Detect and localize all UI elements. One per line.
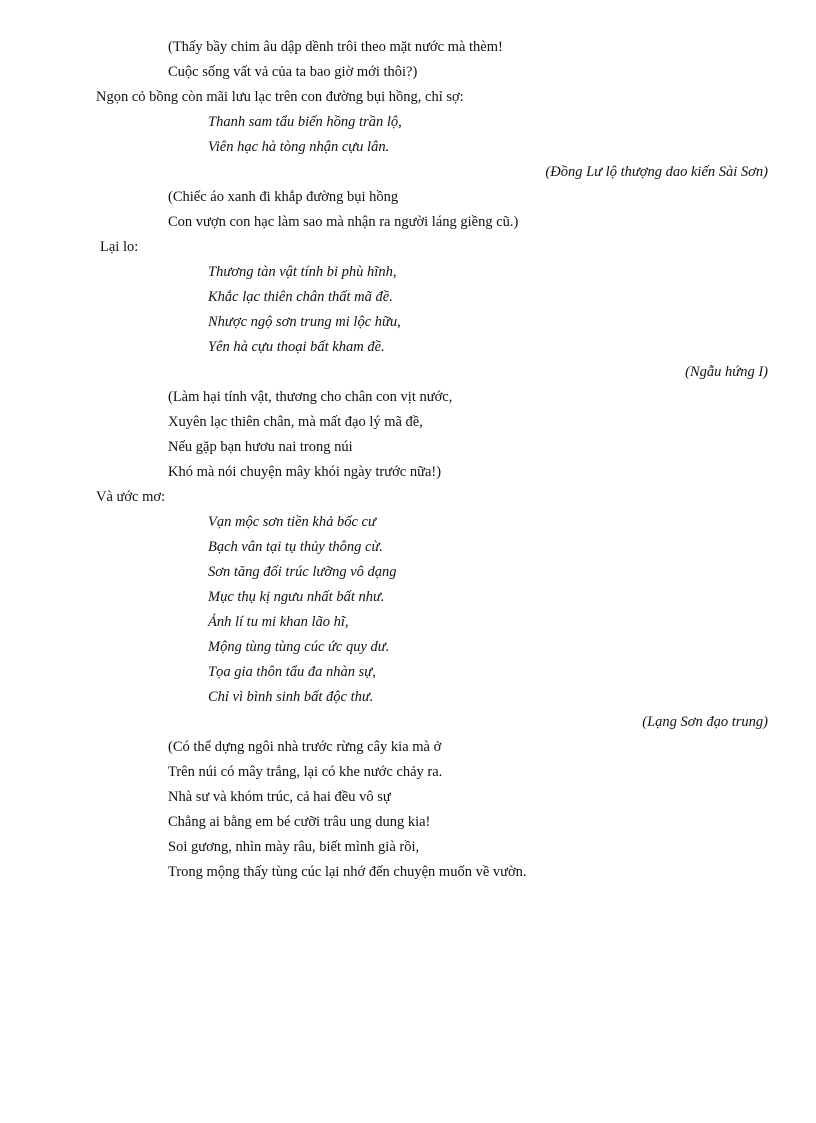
poem-3-line-1: Vạn mộc sơn tiền khả bốc cư — [208, 514, 376, 530]
poem-3-line-5: Ảnh lí tu mi khan lão hĩ, — [208, 614, 349, 630]
poem-3-line-3: Sơn tăng đối trúc lưỡng vô dạng — [208, 564, 397, 580]
poem-2-line-1: Thương tàn vật tính bi phù hĩnh, — [208, 264, 397, 280]
poem-1-line-1: Thanh sam tẩu biến hồng trần lộ, — [208, 114, 402, 130]
poem-2-line-3: Nhược ngộ sơn trung mi lộc hữu, — [208, 314, 401, 330]
intro-3: Và ước mơ: — [96, 489, 166, 505]
poem-3-line-4: Mục thụ kị ngưu nhất bất như. — [208, 589, 385, 605]
translation-3-line-3: Nhà sư và khóm trúc, cả hai đều vô sự — [168, 789, 391, 805]
translation-3-line-4: Chẳng ai bằng em bé cưỡi trâu ung dung kia! — [168, 814, 431, 830]
poem-2-line-4: Yên hà cựu thoại bất kham đề. — [208, 339, 385, 355]
translation-3-line-6: Trong mộng thấy tùng cúc lại nhớ đến chuyện muốn về vườn. — [168, 864, 527, 880]
translation-1-line-2: Con vượn con hạc làm sao mà nhận ra người láng giềng cũ.) — [168, 214, 519, 230]
translation-2-line-2: Xuyên lạc thiên chân, mà mất đạo lý mã đề, — [168, 414, 423, 430]
translation-3-line-1: (Có thể dựng ngôi nhà trước rừng cây kia mà ở — [168, 739, 442, 755]
source-2: (Ngẫu hứng I) — [685, 364, 768, 380]
translation-2-line-1: (Làm hại tính vật, thương cho chân con vịt nước, — [168, 389, 453, 405]
poem-3-line-7: Tọa gia thôn tẩu đa nhàn sự, — [208, 664, 376, 680]
intro-2: Lại lo: — [100, 239, 139, 255]
poem-1-line-2: Viên hạc hà tòng nhận cựu lân. — [208, 139, 390, 155]
translation-1-line-1: (Chiếc áo xanh đi khắp đường bụi hồng — [168, 189, 399, 205]
translation-2-line-3: Nếu gặp bạn hươu nai trong núi — [168, 439, 353, 455]
poem-2-line-2: Khắc lạc thiên chân thất mã đề. — [208, 289, 393, 305]
translation-3-line-5: Soi gương, nhìn mày râu, biết mình già rồi, — [168, 839, 420, 855]
source-1: (Đồng Lư lộ thượng dao kiến Sài Sơn) — [545, 164, 768, 180]
source-3: (Lạng Sơn đạo trung) — [642, 714, 768, 730]
poem-3-line-8: Chỉ vì bình sinh bất độc thư. — [208, 689, 374, 705]
translation-a-line-1: (Thấy bầy chim âu dập dềnh trôi theo mặt nước mà thèm! — [168, 39, 503, 55]
translation-a-line-2: Cuộc sống vất vả của ta bao giờ mới thôi?) — [168, 64, 418, 80]
poem-3-line-6: Mộng tùng tùng cúc ức quy dư. — [208, 639, 390, 655]
translation-3-line-2: Trên núi có mây trắng, lại có khe nước chảy ra. — [168, 764, 443, 780]
translation-2-line-4: Khó mà nói chuyện mây khói ngày trước nữa!) — [168, 464, 442, 480]
intro-1: Ngọn cỏ bồng còn mãi lưu lạc trên con đường bụi hồng, chỉ sợ: — [96, 89, 464, 105]
poem-3-line-2: Bạch vân tại tụ thủy thông cừ. — [208, 539, 384, 555]
